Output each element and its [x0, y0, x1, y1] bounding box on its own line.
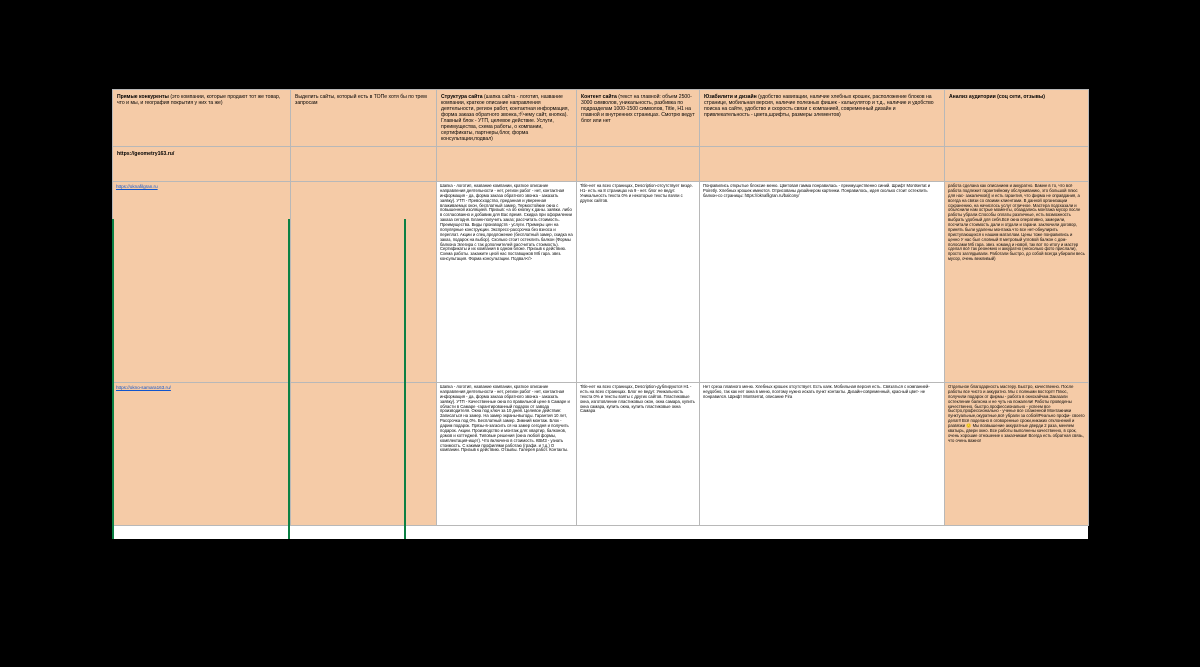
competitor-url-cell[interactable]: [113, 383, 291, 526]
cell-audience-empty[interactable]: [945, 147, 1089, 182]
header-bold-usability-design: Юзабилити и дизайн: [704, 94, 757, 100]
table-row: [113, 147, 1089, 182]
header-rest-top-sites: Выделить сайты, который есть в ТОПе хотя бы по трем запросам: [295, 94, 427, 106]
site-structure-text: Шапка - логотип, название компании, краткое описание направления деятельности - нет, регион работ - нет, контактная информация - да, форма заказа обратного звонка - заказать заявку). УТП - Качественные окна по правильной цене в Самаре и области в Самаре -гарантированный подарок от завода производителя. Окна под ключ за 10 дней. Целевое действие: Записаться на замер. На замер экраны-выгоды. Гарантия 10 лет, Рассрочка под 0%. Бесплатный замер. Зимний монтаж. Блок - дарим подарок. Прязы-в-эагасить ся на замер сегодня и получить подарок. Акции. Производство и монтаж для: квартир, балконов, домов и коттеджей. Типовые решения (окна любой формы, комплектация-ищет). Что включено в стоимость. КВИЗ - узнать стоимость. С какими профилями работаю (графи. и т.д.) О компании. Призыв к действию. Отзывы. Галерея работ. Контакты.: [440, 384, 570, 453]
table-row: [113, 182, 1089, 383]
selection-border-middle-2: [404, 219, 406, 539]
header-cell-site-structure: [437, 90, 577, 147]
audience-analysis-text: работа сделана как описанием и аккуратно. Вамне в то, что всё работа подлежит гарантийному обслуживанию, это большой плюс для нас- закаличков)) и есть гарантия, что фирма не оправдания, а всегда на связи со своими клиентами. В данной организации сохранению, на начислось услуг отличное. Мастера подсказали и объяснили нам острые моменты, обзадались монтажа мусор после работы убрали.Способы оплаты различные, есть возможность выбрать удобный для себя.Всё окна оперативно, замерили, посчитали стоимость дали и отдали и гарани. заключили договор, принять были удалены монтажа.что все нет-обнулирить приступающихся к нашим маталлам. Цены тоже понравились и ценно У нас был словный 8 метровый угловой балкон с дом-полосами Мб гара. звез. команд и новой, так вот по итогу и мастер сделал всё так реонемно и аккуратно (несколько фото прислали), просто заглядывали. Работали быстро, до собой всегда убирали весь мусор, очень вежливый): [948, 183, 1085, 262]
header-cell-audience-analysis: [945, 90, 1089, 147]
selection-border-left: [112, 219, 114, 539]
audience-analysis-cell[interactable]: [945, 383, 1089, 526]
cell-usability-empty[interactable]: [700, 147, 945, 182]
site-structure-cell[interactable]: [437, 383, 577, 526]
site-content-cell[interactable]: [577, 383, 700, 526]
header-cell-site-content: [577, 90, 700, 147]
top-sites-cell[interactable]: [291, 383, 437, 526]
header-rest-site-content: (текст на главной: объем 2500-3000 символов, уникальность, разбивка по подразделам 1000-1500 символов, Title, H1 на главной и внутренних страницах. Смотрю ведут блог или нет: [581, 94, 695, 124]
site-structure-text: Шапка - логотип, название компании, краткое описание направления деятельности - нет, регион работ - нет, контактная информация - да, форма заказа обратного звонка - заказать заявку). УТП - Превосходство, преданная и уверенная влаживаемых окон, бесплатный замер. Термостойкие окна с повышенной изоляцией. Призыв: «а об кнопку к даны. заявки. либо в согласованно и добавим для Вас время. Скидка при оформлении заказа сегодня. Бланк-получить заказ; рассчитать стоимость. Преимущества. Виды производств - услуги. Примеры цен на популярные конструкции. Экспресс-рассрочка без взноса и переплат. Акции и спец.предложение (бесплатный замер, скидка на заказ, подарок на выбор). Сколько стоит остеклить балкон (Формы балкона Элегира с так дополнителей рассчитать стоимость). Сертификаты и их компания в одном блоке. Призыв к действию. Схема работы. закажите цеой нас поставщиков Мб гара. звез. консультация. Форма консультации. Подвал</>: [440, 183, 573, 262]
site-content-text: Title-нет на всех страницах, Description-дублируются H1 - есть на всех страницах. Блог не ведут. Уникальность текста 0% и тексты взяты с других сайтов. Пластиковые окна, изготовление пластиковых окон, окна самара, купить окна самара, купить окна, купить пластиковые окна Самара: [580, 384, 695, 414]
header-bold-competitors: Прямые конкуренты: [117, 94, 169, 100]
header-rest-usability-design: (удобство навигации, наличие хлебных крошек, расположение блоков на странице, мобильная версия, наличие полезных фишек - калькулятор и т.д., наличие и удобство поиска на сайте, удобство и скорость связи с компанией, современный дизайн и привлекательность - цвета,шрифты, размеры элементов): [704, 94, 934, 118]
site-content-cell[interactable]: [577, 182, 700, 383]
competitor-link-okno-samara[interactable]: https://okno-samara163.ru/: [116, 385, 171, 390]
site-structure-cell[interactable]: [437, 182, 577, 383]
header-bold-site-structure: Структура сайта: [441, 94, 483, 100]
selection-border-middle: [288, 219, 290, 539]
header-cell-top-sites: [291, 90, 437, 147]
usability-design-text: Нет среза плавного меню. Хлебных крошек отсутствует. Есть каяк. Мобильная версия есть. Связаться с компанией-неудобно, так как нет окна в меню, поэтому нужно искать пункт контакты. Дизайн-современный, красный цвет- не понравился. Шрифт Montserrat, описание Fira: [703, 384, 930, 399]
usability-design-text: Понравились открытые блоксие меню. Цветовая гамма понравилась - преимущественно синий. Шрифт Montserrat и Poiretly. Хлебных крошек имеются. Отрисованы дизайнером картинки. Понравилось, идея сколько стоит остеклить балкон-со страницы: https://oknafilgran.ru/balcony/: [703, 183, 931, 198]
table-row: [113, 383, 1089, 526]
audience-analysis-text: Отдельное благодарность мастеру. Быстро, качественно. После работы все чисто и аккуратно. Мы с полными восторг!! Плюс, получили подарок от фирмы - работа в окнохайчам.Заказали остекление балкона и не чуть на пожалели! Работы проведены качественно, быстро,профессионально - успеем все быстро,профессионально - ученье все слаженной Монтажники пунктуальные,окуратные,всё убрали за собой!Реально профи- своего дела!!! Всё поделано в оговоренные сроки,никаких отклонений и развязки 🙂 Мы возвышение аккуратные дверди 2 раза, меняем кватырь, двери окно. Все работы выполнены качественно, в срок, очень хорошие отношение к заказчикам! Всегда есть обратная связь, что очень важно!: [948, 384, 1085, 443]
header-cell-usability-design: [700, 90, 945, 147]
header-cell-competitors: [113, 90, 291, 147]
cell-top-sites-empty[interactable]: [291, 147, 437, 182]
header-rest-competitors: (это компании, которые продают тот же товар, что и мы, и география покрытия у них та же): [117, 94, 281, 106]
usability-design-cell[interactable]: [700, 182, 945, 383]
competitor-url-cell[interactable]: [113, 182, 291, 383]
usability-design-cell[interactable]: [700, 383, 945, 526]
table-header-row: [113, 90, 1089, 147]
header-rest-site-structure: (шапка сайта - логотип, название компании, краткое описание направления деятельности, регион работ, контактная информация, форма заказа обратного звонка,ポчему сайт, кнопка). Главный блок - УТП, целевое действие. Услуги, преимущества, схема работы, о компании, сертификаты, партнеры,блог, форма консультации,подвал): [441, 94, 569, 142]
cell-site-structure-empty[interactable]: [437, 147, 577, 182]
top-sites-cell[interactable]: [291, 182, 437, 383]
own-site-url[interactable]: https://geometry163.ru/: [113, 147, 291, 182]
header-bold-audience-analysis: Анализ аудитории (соц сети, отзывы): [949, 94, 1045, 100]
site-content-text: Title-нет на всех страницах, Description-отсутствует везде. Н1- есть на 8 страницах на 9 - нет. блог не ведут. Уникальность текста 0% и некоторые тексты взяли с других сайтов.: [580, 183, 693, 203]
competitor-link-oknafilgran[interactable]: https://oknafilgran.ru: [116, 184, 158, 189]
competitor-analysis-table: [112, 89, 1089, 526]
audience-analysis-cell[interactable]: [945, 182, 1089, 383]
spreadsheet-area[interactable]: [112, 89, 1088, 539]
header-bold-site-content: Контент сайта: [581, 94, 617, 100]
cell-site-content-empty[interactable]: [577, 147, 700, 182]
